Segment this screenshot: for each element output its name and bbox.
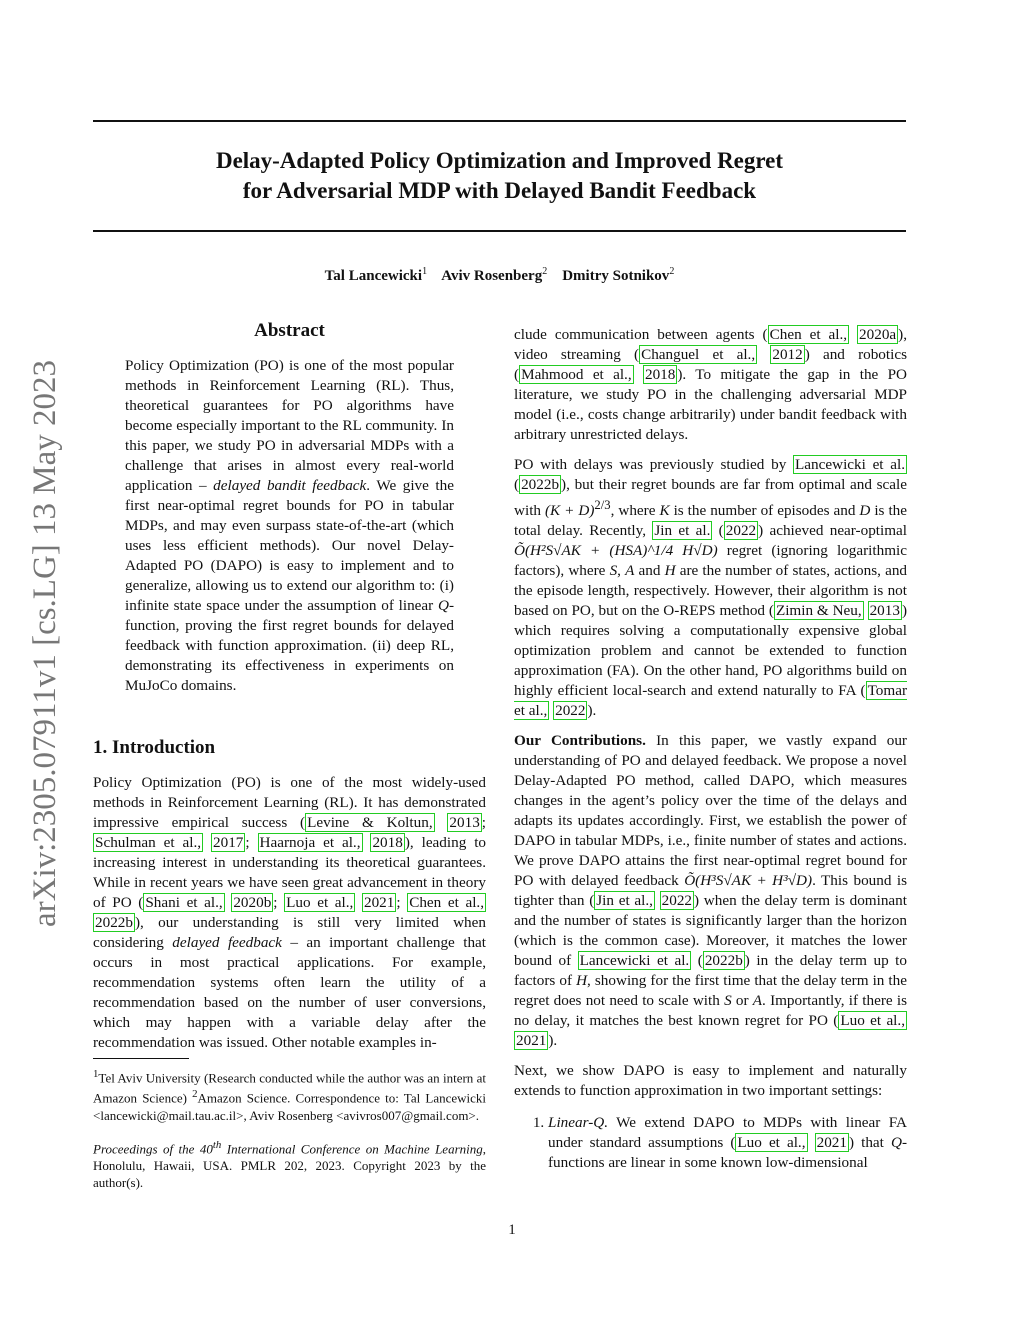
citation-link[interactable]: Lancewicki et al. bbox=[579, 952, 690, 970]
title-line-2: for Adversarial MDP with Delayed Bandit Feedback bbox=[242, 178, 757, 203]
text-part: ). bbox=[548, 1032, 558, 1050]
text-part: ) when the delay term is dominant and the number of states is significantly larger than the horizon (which is the common case). Moreover, it matches the lower bound of bbox=[514, 892, 907, 970]
citation-link[interactable]: 2013 bbox=[449, 814, 480, 831]
text-part: is the number of episodes and bbox=[669, 502, 860, 520]
citation-link[interactable]: 2022 bbox=[661, 892, 693, 910]
text-part: ) which requires solving a computationally expensive global optimization problem and cannot be extended to function approximation (FA). On the other hand, PO algorithms build on highly efficient local-search and extend naturally to FA ( bbox=[514, 602, 907, 700]
citation-link[interactable]: Zimin & Neu, bbox=[775, 602, 862, 620]
abstract-text bbox=[125, 356, 454, 696]
citation-link[interactable]: 2022 bbox=[725, 522, 757, 540]
abstract-text-part: -function, proving the first regret bounds for delayed feedback with function approximation. (ii) deep RL, demonstrating its effectiveness in experiments on MuJoCo domains. bbox=[125, 597, 454, 694]
author-affiliation: 2 bbox=[669, 266, 675, 277]
text-part: – an important challenge that occurs in most practical applications. For example, recommendation systems often learn the utility of a recommendation based on the number of user conversions, which may happen with a variable delay after the recommendation was issued. Other notable examples in- bbox=[93, 934, 487, 1051]
citation-link[interactable]: 2013 bbox=[869, 602, 900, 620]
text-part: , where bbox=[610, 502, 660, 520]
text-part: . Importantly, if there is no delay, it matches the best known regret for PO ( bbox=[514, 992, 908, 1030]
title-rule-top bbox=[93, 120, 906, 122]
text-part: ), video streaming ( bbox=[514, 326, 908, 363]
math-symbol: D bbox=[859, 502, 871, 520]
list-item-label: Linear-Q. bbox=[548, 1114, 609, 1132]
citation-link[interactable]: 2018 bbox=[372, 834, 403, 851]
related-work-paragraph: PO with delays was previously studied by Lancewicki et al. ( 2022b ), but their regret bounds are far from optimal and scale with $(K + D)^{2/3}$, where K is the number of episodes and D is the total delay. Recently, Jin et al. ( 2022 ) achieved near-optimal Õ(H²S√AK + (HSA)^1/4 H√D) regret (ignoring logarithmic factors), where S, A and H are the number of states, actions, and the episode length, respectively. However, their algorithm is not based on PO, but on the O-REPS method ( Zimin & Neu, 2013 ) which requires solving a computationally expensive global optimization problem and cannot be extended to function approximation (FA). On the other hand, PO algorithms build on highly efficient local-search and extend naturally to FA ( Tomar et al., 2022 ). bbox=[514, 456, 908, 720]
text-part: is the total delay. Recently, bbox=[514, 502, 907, 540]
right-column bbox=[514, 325, 907, 1173]
text-part: ) that bbox=[848, 1134, 891, 1152]
citation-link[interactable]: 2020b bbox=[233, 894, 272, 911]
author-affiliation: 1 bbox=[422, 266, 428, 277]
abstract-text-part: . We give the first near-optimal regret bounds for PO in tabular MDPs, and may even surpass state-of-the-art (which uses less efficient methods). Our novel Delay-Adapted PO (DAPO) is easy to implement and to generalize, allowing us to extend our algorithm to: (i) infinite state space under the assumption of linear bbox=[125, 477, 454, 614]
proceedings-italic: International Conference on Machine Learning bbox=[221, 1140, 483, 1156]
arxiv-stamp: arXiv:2305.07911v1 [cs.LG] 13 May 2023 bbox=[27, 359, 63, 927]
text-part: -functions are linear in some known low-dimensional bbox=[548, 1134, 907, 1172]
author-name: Aviv Rosenberg bbox=[441, 268, 543, 284]
citation-link[interactable]: Schulman et al., bbox=[95, 834, 202, 851]
author-list bbox=[93, 266, 906, 285]
citation-link[interactable]: Changuel et al., bbox=[641, 346, 756, 363]
math-symbol: K bbox=[659, 502, 670, 520]
text-part: We extend DAPO to MDPs with linear FA under standard assumptions ( bbox=[548, 1114, 907, 1152]
section-heading-introduction: 1. Introduction bbox=[93, 737, 216, 758]
footnote-text: Tel Aviv University (Research conducted while the author was an intern at Amazon Science) bbox=[93, 1070, 486, 1106]
text-part: ). To mitigate the gap in the PO literature, we study PO in the challenging adversarial MDP model (i.e., costs change arbitrarily) under bandit feedback with arbitrary unrestricted delays. bbox=[514, 366, 908, 443]
contributions-paragraph: Our Contributions. In this paper, we vastly expand our understanding of PO and delayed feedback. We propose a novel Delay-Adapted PO method, called DAPO, which measures changes in the agent’s policy over the time of the delays and adapts its updates accordingly. First, we establish the power of DAPO in tabular MDPs, i.e., finite number of states and actions. We prove DAPO attains the first near-optimal regret bound for PO with delayed feedback Õ(H³S√AK + H³√D). This bound is tighter than ( Jin et al., 2022 ) when the delay term is dominant and the number of states is significantly larger than the horizon (which is the common case). Moreover, it matches the lower bound of Lancewicki et al. ( 2022b ) in the delay term up to factors of H, showing for the first time that the delay term in the regret does not need to scale with S or A. Importantly, if there is no delay, it matches the best known regret for PO ( Luo et al., 2021 ). bbox=[514, 732, 908, 1050]
text-part: or bbox=[731, 992, 753, 1010]
abstract-emphasis: delayed bandit feedback bbox=[213, 477, 367, 494]
text-part: PO with delays was previously studied by bbox=[514, 456, 794, 473]
citation-link[interactable]: 2021 bbox=[516, 1032, 547, 1050]
citation-link[interactable]: Luo et al., bbox=[840, 1012, 906, 1030]
citation-link[interactable]: Chen et al., bbox=[409, 894, 485, 911]
citation-link[interactable]: Jin et al. bbox=[654, 522, 711, 540]
author-name: Tal Lancewicki bbox=[324, 268, 423, 284]
citation-link[interactable]: 2022b bbox=[704, 952, 743, 970]
contributions-list bbox=[514, 1113, 907, 1173]
list-item bbox=[548, 1113, 907, 1173]
math-symbol: H bbox=[576, 972, 588, 990]
citation-link[interactable]: Luo et al., bbox=[286, 894, 354, 911]
citation-link[interactable]: Lancewicki et al. bbox=[795, 456, 905, 473]
text-part: ), leading to increasing interest in understanding its theoretical guarantees. While in recent years we have seen great advancement in theory of PO ( bbox=[93, 834, 487, 911]
citation-link[interactable]: 2022b bbox=[95, 914, 133, 931]
text-part: ), but their regret bounds are far from optimal and scale with bbox=[514, 476, 907, 520]
citation-link[interactable]: 2018 bbox=[644, 366, 676, 383]
math-symbol: S bbox=[609, 562, 618, 580]
citation-link[interactable]: 2012 bbox=[772, 346, 803, 363]
intro-paragraph-continued bbox=[514, 325, 907, 445]
text-part: In this paper, we vastly expand our understanding of PO and delayed feedback. We propose a novel Delay-Adapted PO method, called DAPO, which measures changes in the agent’s policy over the time of the delays and adapts its updates accordingly. First, we establish the power of DAPO in tabular MDPs, i.e., finite number of states and actions. We prove DAPO attains the first near-optimal regret bound for PO with delayed feedback bbox=[514, 732, 907, 890]
citation-link[interactable]: 2021 bbox=[816, 1134, 847, 1152]
math-expression: (K + D) bbox=[544, 502, 595, 520]
abstract-text-part: Policy Optimization (PO) is one of the most popular methods in Reinforcement Learning (RL). Thus, theoretical guarantees for PO algorithms have become especially important to the RL community. In this paper, we study PO in adversarial MDPs with a challenge that arises in almost every real-world application – bbox=[125, 357, 454, 494]
text-part: are the number of states, actions, and the episode length, respectively. However, their algorithm is not based on PO, but on the O-REPS method ( bbox=[514, 562, 908, 620]
author-name: Dmitry Sotnikov bbox=[562, 268, 670, 284]
proceedings-sup: th bbox=[212, 1138, 222, 1151]
title-line-1: Delay-Adapted Policy Optimization and Improved Regret bbox=[215, 148, 784, 173]
proceedings-italic: Proceedings of the 40 bbox=[93, 1140, 213, 1156]
citation-link[interactable]: Luo et al., bbox=[737, 1134, 806, 1152]
math-symbol: A bbox=[752, 992, 763, 1010]
text-part: ). bbox=[587, 702, 597, 720]
math-symbol: H bbox=[664, 562, 676, 580]
text-part: . This bound is tighter than ( bbox=[514, 872, 908, 910]
math-symbol: A bbox=[625, 562, 635, 580]
citation-link[interactable]: Haarnoja et al., bbox=[259, 834, 361, 851]
emphasis: delayed feedback bbox=[172, 934, 282, 951]
text-part: , showing for the first time that the delay term in the regret does not need to scale with bbox=[514, 972, 907, 1010]
footnote-rule bbox=[93, 1058, 189, 1059]
abstract-heading: Abstract bbox=[254, 320, 325, 341]
text-part: ), our understanding is still very limited when considering bbox=[93, 914, 486, 951]
citation-link[interactable]: Mahmood et al., bbox=[521, 366, 632, 383]
citation-link[interactable]: 2020a bbox=[859, 326, 897, 343]
footnote-block bbox=[93, 1066, 486, 1191]
contributions-heading: Our Contributions. bbox=[514, 732, 646, 750]
intro-body bbox=[93, 773, 486, 1053]
title-rule-bottom bbox=[93, 230, 906, 232]
paper-title bbox=[93, 146, 906, 206]
author-affiliation: 2 bbox=[542, 266, 548, 277]
text-part: Policy Optimization (PO) is one of the most widely-used methods in Reinforcement Learning (RL). It has demonstrated impressive empirical success ( bbox=[93, 774, 486, 831]
proceedings-note bbox=[93, 1137, 486, 1191]
citation-link[interactable]: 2022b bbox=[521, 476, 560, 493]
math-expression: Õ(H³S√AK + H³√D) bbox=[684, 872, 813, 890]
intro-paragraph: Policy Optimization (PO) is one of the most widely-used methods in Reinforcement Learning (RL). It has demonstrated impressive empirical success ( Levine & Koltun, 2013 ; Schulman et al., 2017 ; Haarnoja et al., 2018 ), leading to increasing interest in understanding its theoretical guarantees. While in recent years we have seen great advancement in theory of PO ( Shani et al., 2020b ; Luo et al., 2021 ; Chen et al., 2022b ), our understanding is still very limited when considering delayed feedback – an important challenge that occurs in most practical applications. For example, recommendation systems often learn the utility of a recommendation based on the number of user conversions, which may happen with a variable delay after the recommendation was issued. Other notable examples in- bbox=[93, 774, 487, 1051]
next-paragraph: Next, we show DAPO is easy to implement and naturally extends to function approximation in two important settings: bbox=[514, 1062, 907, 1100]
citation-link[interactable]: 2022 bbox=[555, 702, 586, 720]
affiliation-footnote: $^1$Tel Aviv University (Research conducted while the author was an intern at Amazon Science) $^2$Amazon Science. Correspondence to: Tal Lancewicki <lancewicki@mail.tau.ac.il>, Aviv Rosenberg <avivros007@gmail.com>. bbox=[93, 1068, 487, 1123]
proceedings-text: , Honolulu, Hawaii, USA. PMLR 202, 2023. Copyright 2023 by the author(s). bbox=[93, 1140, 486, 1190]
citation-link[interactable]: 2017 bbox=[213, 834, 244, 851]
text-part: regret (ignoring logarithmic factors), where bbox=[514, 542, 907, 580]
math-symbol: Q bbox=[437, 597, 449, 614]
text-part: ) and robotics ( bbox=[514, 346, 907, 383]
text-part: ) achieved near-optimal bbox=[758, 522, 908, 540]
abstract-body bbox=[125, 356, 454, 696]
citation-link[interactable]: Levine & Koltun, bbox=[307, 814, 433, 831]
math-exponent: 2/3 bbox=[594, 498, 611, 512]
citation-link[interactable]: Chen et al., bbox=[769, 326, 848, 343]
footnote-text: Amazon Science. Correspondence to: Tal Lancewicki <lancewicki@mail.tau.ac.il>, Aviv Rosenberg <avivros007@gmail.com>. bbox=[93, 1090, 487, 1123]
text-part: ) in the delay term up to factors of bbox=[514, 952, 907, 990]
citation-link[interactable]: 2021 bbox=[363, 894, 395, 911]
citation-link[interactable]: Tomar et al., bbox=[514, 682, 907, 720]
math-symbol: S bbox=[724, 992, 732, 1010]
text-part: clude communication between agents ( bbox=[514, 326, 768, 343]
math-symbol: Q bbox=[890, 1134, 902, 1152]
page-number: 1 bbox=[508, 1222, 516, 1238]
citation-link[interactable]: Shani et al., bbox=[145, 894, 223, 911]
math-expression: Õ(H²S√AK + (HSA)^1/4 H√D) bbox=[514, 542, 718, 560]
citation-link[interactable]: Jin et al., bbox=[596, 892, 653, 910]
